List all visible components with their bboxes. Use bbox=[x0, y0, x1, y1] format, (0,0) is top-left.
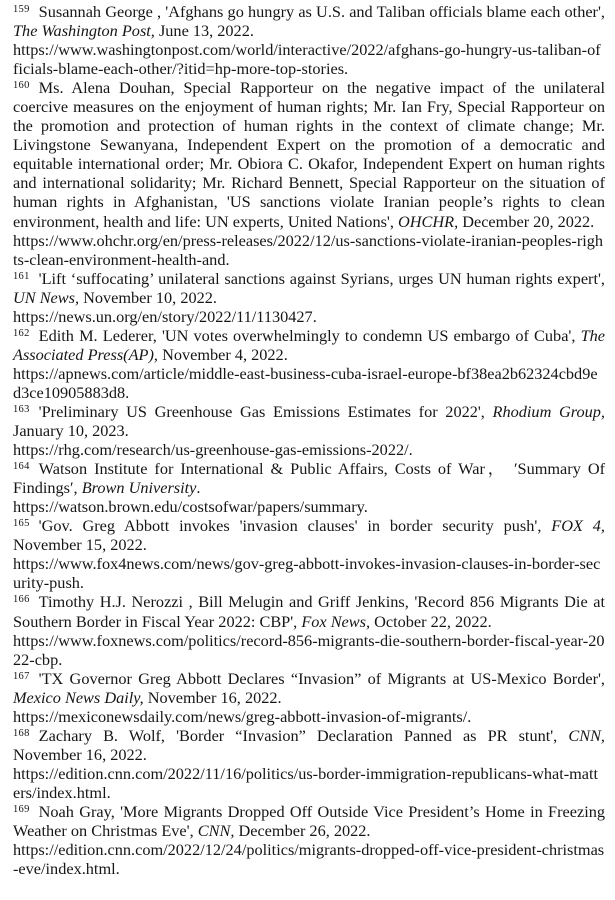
footnote-161: $^{161}$ 'Lift ‘suffocating’ unilateral sanctions against Syrians, urges UN human rights expert', UN News, November 10, 2022. https://news.un.org/en/story/2022/11/1130427. bbox=[13, 268, 605, 326]
citation-text: November 10, 2022. bbox=[79, 287, 217, 307]
footnote-167: $^{167}$ 'TX Governor Greg Abbott Declares “Invasion” of Migrants at US-Mexico Border', Mexico News Daily, November 16, 2022. https://mexiconewsdaily.com/news/greg-abbott-invasion-of-migrants/. bbox=[13, 668, 605, 726]
citation-text: November 15, 2022. bbox=[13, 535, 147, 555]
source-name: UN News, bbox=[13, 287, 80, 307]
footnotes-list bbox=[13, 2, 605, 878]
citation-text: 'Lift ‘suffocating’ unilateral sanctions against Syrians, urges UN human rights expert', bbox=[38, 268, 605, 288]
footnote-url: https://apnews.com/article/middle-east-business-cuba-israel-europe-bf38ea2b62324cbd9ed3ce10905883d8. bbox=[13, 363, 598, 402]
footnote-164: $^{164}$ Watson Institute for International & Public Affairs, Costs of War， ′Summary Of Findings′, Brown University. https://watson.brown.edu/costsofwar/papers/summary. bbox=[13, 459, 605, 517]
source-name: CNN, bbox=[197, 821, 235, 841]
citation-text: Zachary B. Wolf, 'Border “Invasion” Declaration Panned as PR stunt', bbox=[38, 725, 569, 745]
citation-text: December 20, 2022. bbox=[458, 211, 595, 231]
citation-text: November 16, 2022. bbox=[143, 687, 282, 707]
source-name: CNN, bbox=[568, 725, 605, 745]
source-name: Rhodium Group, bbox=[492, 401, 605, 421]
footnote-url: https://www.washingtonpost.com/world/interactive/2022/afghans-go-hungry-us-taliban-officials-blame-each-other/?itid=hp-more-top-stories. bbox=[13, 40, 601, 79]
footnote-url: https://www.fox4news.com/news/gov-greg-abbott-invokes-invasion-clauses-in-border-security-push. bbox=[13, 554, 601, 593]
citation-text: October 22, 2022. bbox=[370, 611, 492, 631]
footnote-168: $^{168}$ Zachary B. Wolf, 'Border “Invasion” Declaration Panned as PR stunt', CNN, November 16, 2022. https://edition.cnn.com/2022/11/16/politics/us-border-immigration-republicans-what-matters/index.html. bbox=[13, 725, 605, 802]
source-name: The Washington Post, bbox=[13, 21, 155, 41]
citation-text: 'TX Governor Greg Abbott Declares “Invasion” of Migrants at US-Mexico Border', bbox=[38, 668, 605, 688]
source-name: FOX 4, bbox=[551, 516, 605, 536]
source-name: Mexico News Daily, bbox=[13, 687, 144, 707]
citation-text: June 13, 2022. bbox=[154, 21, 254, 41]
source-name: OHCHR, bbox=[398, 211, 459, 231]
citation-text: 'Gov. Greg Abbott invokes 'invasion clauses' in border security push', bbox=[38, 516, 552, 536]
footnote-165: $^{165}$ 'Gov. Greg Abbott invokes 'invasion clauses' in border security push', FOX 4, November 15, 2022. https://www.fox4news.com/news/gov-greg-abbott-invokes-invasion-clauses-in-border-security-push. bbox=[13, 516, 605, 593]
footnote-163: $^{163}$ 'Preliminary US Greenhouse Gas Emissions Estimates for 2022', Rhodium Group, January 10, 2023. https://rhg.com/research/us-greenhouse-gas-emissions-2022/. bbox=[13, 401, 605, 460]
footnote-url: https://edition.cnn.com/2022/12/24/politics/migrants-dropped-off-vice-president-christmas-eve/index.html. bbox=[13, 840, 605, 879]
citation-text: Noah Gray, 'More Migrants Dropped Off Outside Vice President’s Home in Freezing Weather on Christmas Eve', bbox=[13, 801, 605, 841]
source-name: Brown University bbox=[81, 478, 197, 498]
footnote-url: https://news.un.org/en/story/2022/11/1130427. bbox=[13, 306, 317, 326]
citation-text: November 16, 2022. bbox=[13, 744, 147, 764]
footnote-159: $^{159}$ Susannah George , 'Afghans go hungry as U.S. and Taliban officials blame each other', The Washington Post, June 13, 2022. https://www.washingtonpost.com/world/interactive/2022/afghans-go-hungry-us-taliban-officials-blame-each-other/?itid=hp-more-top-stories. bbox=[13, 2, 605, 79]
footnote-url: https://watson.brown.edu/costsofwar/papers/summary. bbox=[13, 497, 368, 517]
footnote-url: https://edition.cnn.com/2022/11/16/politics/us-border-immigration-republicans-what-matters/index.html. bbox=[13, 763, 599, 802]
footnote-160: $^{160}$ Ms. Alena Douhan, Special Rapporteur on the negative impact of the unilateral coercive measures on the enjoyment of human rights; Mr. Ian Fry, Special Rapporteur on the promotion and protection of human rights in the context of climate change; Mr. Livingstone Sewanyana, Independent Expert on the promotion of a democratic and equitable international order; Mr. Obiora C. Okafor, Independent Expert on human rights and international solidarity; Mr. Richard Bennett, Special Rapporteur on the situation of human rights in Afghanistan, 'US sanctions violate Iranian people’s rights to clean environment, health and life: UN experts, United Nations', OHCHR, December 20, 2022. https://www.ohchr.org/en/press-releases/2022/12/us-sanctions-violate-iranian-peoples-rights-clean-environment-health-and. bbox=[13, 78, 605, 269]
footnote-162: $^{162}$ Edith M. Lederer, 'UN votes overwhelmingly to condemn US embargo of Cuba', The Associated Press(AP), November 4, 2022. https://apnews.com/article/middle-east-business-cuba-israel-europe-bf38ea2b62324cbd9ed3ce10905883d8. bbox=[13, 325, 605, 402]
footnote-169: $^{169}$ Noah Gray, 'More Migrants Dropped Off Outside Vice President’s Home in Freezing Weather on Christmas Eve', CNN, December 26, 2022. https://edition.cnn.com/2022/12/24/politics/migrants-dropped-off-vice-president-christmas-eve/index.html. bbox=[13, 801, 605, 879]
footnote-166: $^{166}$ Timothy H.J. Nerozzi , Bill Melugin and Griff Jenkins, 'Record 856 Migrants Die at Southern Border in Fiscal Year 2022: CBP', Fox News, October 22, 2022. https://www.foxnews.com/politics/record-856-migrants-die-southern-border-fiscal-year-2022-cbp. bbox=[13, 592, 605, 669]
citation-text: December 26, 2022. bbox=[234, 821, 371, 841]
footnote-url: https://mexiconewsdaily.com/news/greg-abbott-invasion-of-migrants/. bbox=[13, 706, 472, 726]
footnote-url: https://rhg.com/research/us-greenhouse-gas-emissions-2022/. bbox=[13, 440, 413, 460]
citation-text: Timothy H.J. Nerozzi , Bill Melugin and Griff Jenkins, 'Record 856 Migrants Die at Southern Border in Fiscal Year 2022: CBP', bbox=[13, 592, 605, 631]
footnote-url: https://www.foxnews.com/politics/record-856-migrants-die-southern-border-fiscal-year-2022-cbp. bbox=[13, 630, 605, 669]
footnote-url: https://www.ohchr.org/en/press-releases/2022/12/us-sanctions-violate-iranian-peoples-rights-clean-environment-health-and. bbox=[13, 230, 604, 269]
source-name: Fox News, bbox=[301, 611, 371, 631]
citation-text: Susannah George , 'Afghans go hungry as U.S. and Taliban officials blame each other', bbox=[38, 2, 605, 21]
citation-text: , November 4, 2022. bbox=[153, 344, 288, 364]
citation-text: January 10, 2023. bbox=[13, 421, 129, 441]
citation-text: 'Preliminary US Greenhouse Gas Emissions Estimates for 2022', bbox=[38, 401, 493, 421]
citation-text: Watson Institute for International & Public Affairs, Costs of War， ′Summary Of Findings′, bbox=[13, 459, 605, 498]
citation-text: Ms. Alena Douhan, Special Rapporteur on the negative impact of the unilateral coercive measures on the enjoyment of human rights; Mr. Ian Fry, Special Rapporteur on the promotion and protection of human rights in the context of climate change; Mr. Livingstone Sewanyana, Independent Expert on the promotion of a democratic and equitable international order; Mr. Obiora C. Okafor, Independent Expert on human rights and international solidarity; Mr. Richard Bennett, Special Rapporteur on the situation of human rights in Afghanistan, 'US sanctions violate Iranian people’s rights to clean environment, health and life: UN experts, United Nations', bbox=[13, 78, 605, 231]
source-name: The Associated Press(AP) bbox=[13, 325, 605, 364]
citation-text: Edith M. Lederer, 'UN votes overwhelmingly to condemn US embargo of Cuba', bbox=[38, 325, 581, 345]
citation-text: . bbox=[196, 478, 201, 498]
